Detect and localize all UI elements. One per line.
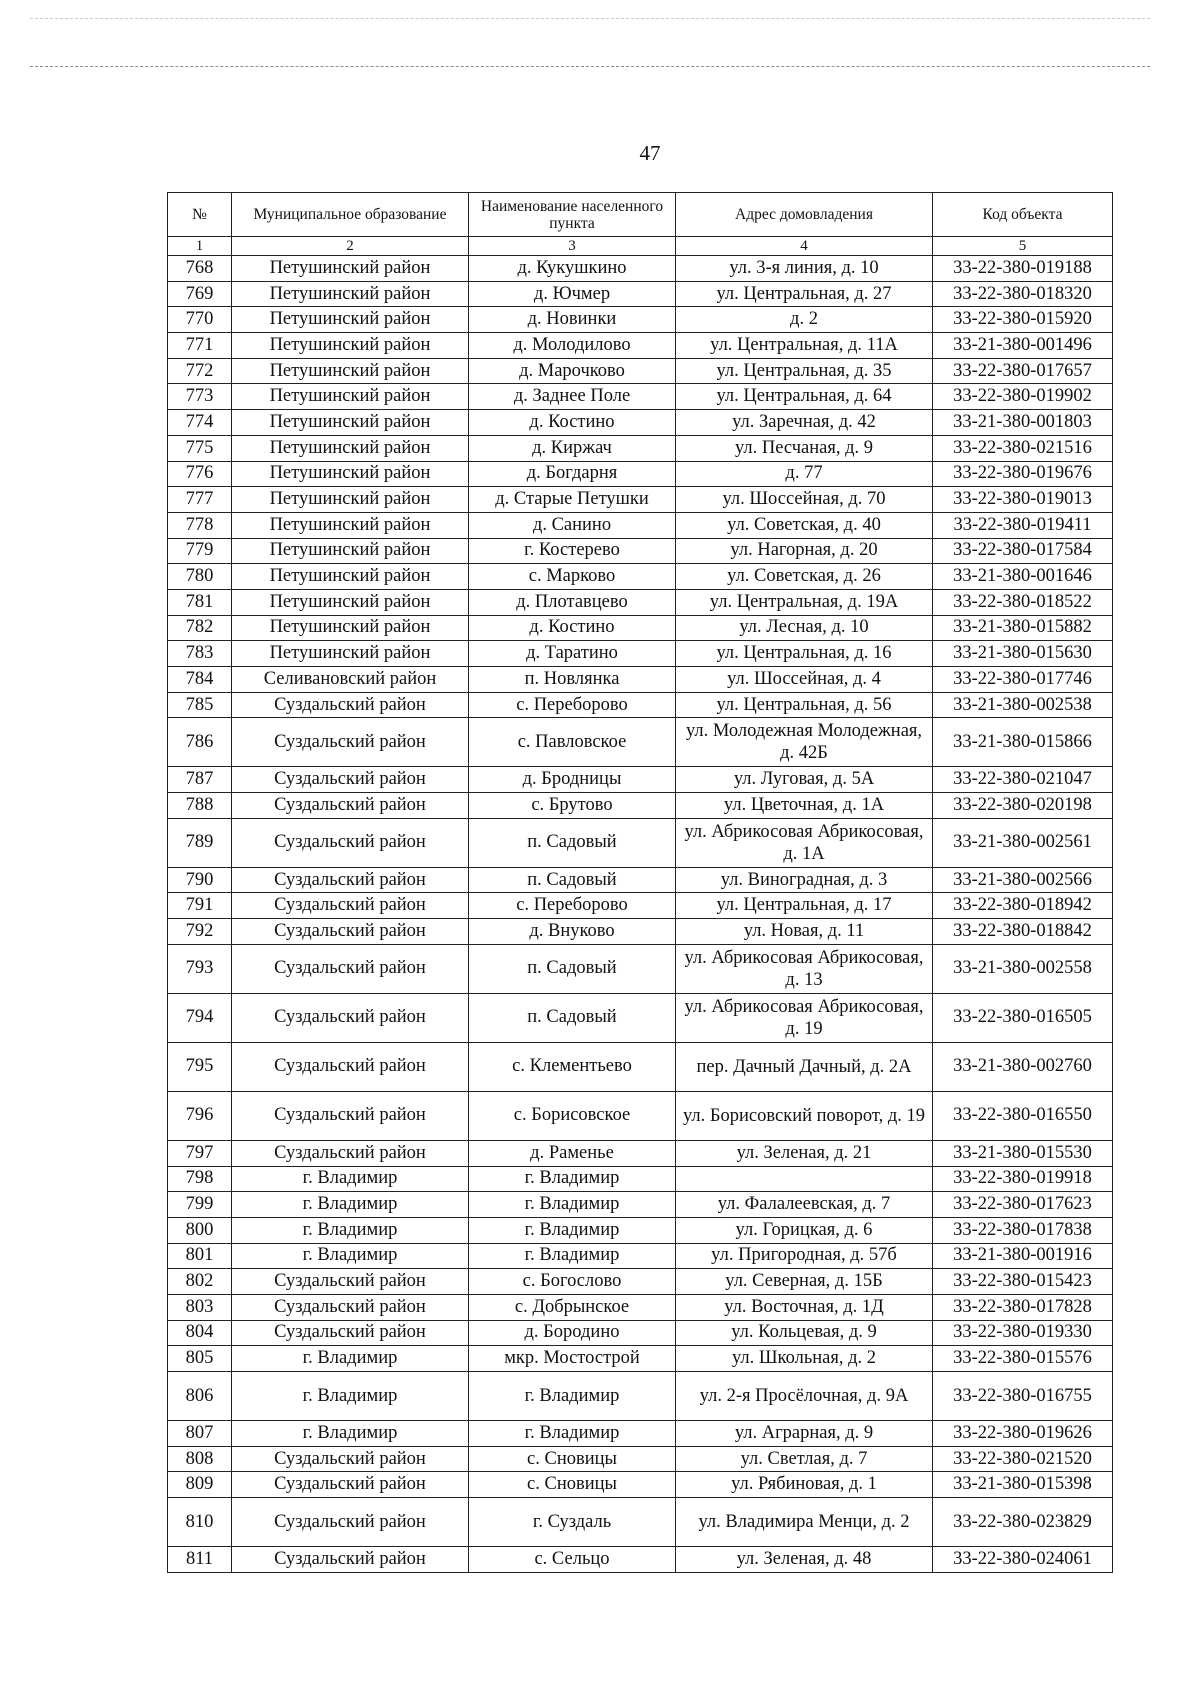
row-number: 791 [168,893,232,919]
object-code-cell: 33-22-380-017838 [933,1217,1113,1243]
address-cell: ул. 2-я Просёлочная, д. 9А [676,1372,933,1421]
object-code-cell: 33-21-380-002760 [933,1042,1113,1091]
table-row [168,487,1113,513]
row-number: 811 [168,1547,232,1573]
table-row [168,1042,1113,1091]
row-number: 786 [168,718,232,767]
address-cell: ул. Центральная, д. 17 [676,893,933,919]
settlement-cell: п. Садовый [469,867,676,893]
municipality-cell: Суздальский район [232,919,469,945]
row-number: 780 [168,564,232,590]
municipality-cell: Суздальский район [232,718,469,767]
municipality-cell: г. Владимир [232,1217,469,1243]
row-number: 768 [168,256,232,282]
municipality-cell: Петушинский район [232,487,469,513]
object-code-cell: 33-22-380-018842 [933,919,1113,945]
table-row [168,1192,1113,1218]
column-number-row [168,237,1113,256]
object-code-cell: 33-21-380-002538 [933,692,1113,718]
address-cell: ул. Восточная, д. 1Д [676,1294,933,1320]
table-row [168,818,1113,867]
row-number: 782 [168,615,232,641]
address-cell: ул. Заречная, д. 42 [676,410,933,436]
row-number: 783 [168,641,232,667]
column-number: 2 [232,237,469,256]
row-number: 779 [168,538,232,564]
address-cell: ул. Борисовский поворот, д. 19 [676,1091,933,1140]
row-number: 781 [168,589,232,615]
row-number: 775 [168,435,232,461]
object-code-cell: 33-21-380-002561 [933,818,1113,867]
municipality-cell: Петушинский район [232,256,469,282]
municipality-cell: Петушинский район [232,589,469,615]
table-row [168,893,1113,919]
row-number: 773 [168,384,232,410]
row-number: 807 [168,1421,232,1447]
settlement-cell: д. Костино [469,615,676,641]
settlement-cell: д. Таратино [469,641,676,667]
settlement-cell: д. Марочково [469,358,676,384]
row-number: 806 [168,1372,232,1421]
object-code-cell: 33-21-380-015398 [933,1472,1113,1498]
row-number: 778 [168,512,232,538]
settlement-cell: д. Кукушкино [469,256,676,282]
address-cell: д. 77 [676,461,933,487]
municipality-cell: Петушинский район [232,435,469,461]
row-number: 805 [168,1346,232,1372]
settlement-cell: д. Бродницы [469,767,676,793]
table-row [168,1547,1113,1573]
municipality-cell: Суздальский район [232,1547,469,1573]
municipality-cell: г. Владимир [232,1192,469,1218]
row-number: 787 [168,767,232,793]
scan-artifact-line [30,18,1150,19]
municipality-cell: Суздальский район [232,1294,469,1320]
row-number: 800 [168,1217,232,1243]
settlement-cell: д. Плотавцево [469,589,676,615]
address-cell: ул. Центральная, д. 19А [676,589,933,615]
settlement-cell: д. Ючмер [469,281,676,307]
object-code-cell: 33-22-380-023829 [933,1498,1113,1547]
settlement-cell: д. Молодилово [469,333,676,359]
row-number: 788 [168,793,232,819]
municipality-cell: Селивановский район [232,667,469,693]
table-row [168,1166,1113,1192]
address-cell: ул. Абрикосовая Абрикосовая, д. 13 [676,944,933,993]
municipality-cell: Суздальский район [232,1091,469,1140]
object-code-cell: 33-22-380-019626 [933,1421,1113,1447]
row-number: 776 [168,461,232,487]
row-number: 798 [168,1166,232,1192]
settlement-cell: д. Внуково [469,919,676,945]
settlement-cell: д. Старые Петушки [469,487,676,513]
municipality-cell: Петушинский район [232,410,469,436]
settlement-cell: г. Костерево [469,538,676,564]
row-number: 794 [168,993,232,1042]
page-number: 47 [639,141,661,165]
address-cell: ул. Абрикосовая Абрикосовая, д. 19 [676,993,933,1042]
address-cell: ул. Центральная, д. 64 [676,384,933,410]
object-code-cell: 33-22-380-017584 [933,538,1113,564]
municipality-cell: Суздальский район [232,692,469,718]
address-cell: ул. Абрикосовая Абрикосовая, д. 1А [676,818,933,867]
address-cell: ул. Нагорная, д. 20 [676,538,933,564]
row-number: 792 [168,919,232,945]
address-cell: ул. Новая, д. 11 [676,919,933,945]
object-code-cell: 33-22-380-017828 [933,1294,1113,1320]
settlement-cell: г. Владимир [469,1421,676,1447]
table-row [168,615,1113,641]
address-cell: д. 2 [676,307,933,333]
address-cell: ул. Пригородная, д. 57б [676,1243,933,1269]
column-number: 4 [676,237,933,256]
municipality-cell: Петушинский район [232,384,469,410]
object-code-cell: 33-22-380-018320 [933,281,1113,307]
settlement-cell: с. Борисовское [469,1091,676,1140]
object-code-cell: 33-21-380-015882 [933,615,1113,641]
object-code-cell: 33-21-380-001646 [933,564,1113,590]
municipality-cell: Суздальский район [232,767,469,793]
settlement-cell: д. Раменье [469,1140,676,1166]
object-code-cell: 33-21-380-001916 [933,1243,1113,1269]
row-number: 777 [168,487,232,513]
object-code-cell: 33-21-380-001496 [933,333,1113,359]
settlement-cell: с. Добрынское [469,1294,676,1320]
row-number: 804 [168,1320,232,1346]
municipality-cell: г. Владимир [232,1421,469,1447]
municipality-cell: Петушинский район [232,564,469,590]
column-number: 3 [469,237,676,256]
row-number: 799 [168,1192,232,1218]
table-row [168,333,1113,359]
scan-artifact-line [30,66,1150,67]
address-cell: ул. 3-я линия, д. 10 [676,256,933,282]
settlement-cell: с. Марково [469,564,676,590]
table-row [168,1140,1113,1166]
table-row [168,641,1113,667]
municipality-cell: Петушинский район [232,641,469,667]
table-row [168,410,1113,436]
table-row [168,307,1113,333]
settlement-cell: д. Богдарня [469,461,676,487]
municipality-cell: г. Владимир [232,1243,469,1269]
address-cell: ул. Центральная, д. 11А [676,333,933,359]
municipality-cell: Петушинский район [232,333,469,359]
address-cell: ул. Кольцевая, д. 9 [676,1320,933,1346]
address-cell: ул. Владимира Менци, д. 2 [676,1498,933,1547]
object-code-cell: 33-22-380-019188 [933,256,1113,282]
settlement-cell: п. Садовый [469,993,676,1042]
table-row [168,1217,1113,1243]
table-row [168,1243,1113,1269]
header-municipality: Муниципальное образование [232,193,469,237]
object-code-cell: 33-21-380-002566 [933,867,1113,893]
table-row [168,1320,1113,1346]
municipality-cell: Суздальский район [232,1320,469,1346]
address-cell: ул. Светлая, д. 7 [676,1446,933,1472]
municipality-cell: Суздальский район [232,1140,469,1166]
row-number: 774 [168,410,232,436]
object-code-cell: 33-22-380-018942 [933,893,1113,919]
row-number: 802 [168,1269,232,1295]
table-row [168,793,1113,819]
municipality-cell: Суздальский район [232,1269,469,1295]
settlement-cell: г. Суздаль [469,1498,676,1547]
table-row [168,993,1113,1042]
row-number: 771 [168,333,232,359]
address-cell [676,1166,933,1192]
settlement-cell: с. Переборово [469,893,676,919]
table-row [168,1472,1113,1498]
table-row [168,589,1113,615]
row-number: 789 [168,818,232,867]
object-code-cell: 33-22-380-021047 [933,767,1113,793]
settlement-cell: с. Переборово [469,692,676,718]
table-row [168,538,1113,564]
object-code-cell: 33-22-380-018522 [933,589,1113,615]
address-cell: ул. Школьная, д. 2 [676,1346,933,1372]
address-cell: ул. Шоссейная, д. 70 [676,487,933,513]
municipality-cell: Петушинский район [232,358,469,384]
address-cell: ул. Луговая, д. 5А [676,767,933,793]
table-row [168,281,1113,307]
table-row [168,1498,1113,1547]
address-cell: ул. Центральная, д. 56 [676,692,933,718]
address-cell: ул. Шоссейная, д. 4 [676,667,933,693]
municipality-cell: Суздальский район [232,993,469,1042]
municipality-cell: Петушинский район [232,615,469,641]
municipality-cell: Петушинский район [232,512,469,538]
object-code-cell: 33-22-380-021520 [933,1446,1113,1472]
row-number: 797 [168,1140,232,1166]
municipality-cell: Суздальский район [232,818,469,867]
row-number: 808 [168,1446,232,1472]
row-number: 810 [168,1498,232,1547]
address-cell: ул. Центральная, д. 16 [676,641,933,667]
table-row [168,384,1113,410]
table-row [168,767,1113,793]
table-row [168,256,1113,282]
row-number: 770 [168,307,232,333]
settlement-cell: д. Новинки [469,307,676,333]
settlement-cell: с. Брутово [469,793,676,819]
address-cell: ул. Северная, д. 15Б [676,1269,933,1295]
settlement-cell: д. Костино [469,410,676,436]
row-number: 790 [168,867,232,893]
object-code-cell: 33-22-380-017657 [933,358,1113,384]
settlement-cell: г. Владимир [469,1192,676,1218]
row-number: 801 [168,1243,232,1269]
object-code-cell: 33-22-380-019411 [933,512,1113,538]
address-cell: ул. Центральная, д. 27 [676,281,933,307]
settlement-cell: г. Владимир [469,1372,676,1421]
object-code-cell: 33-22-380-019902 [933,384,1113,410]
object-code-cell: 33-22-380-024061 [933,1547,1113,1573]
object-code-cell: 33-22-380-016755 [933,1372,1113,1421]
row-number: 803 [168,1294,232,1320]
municipality-cell: Петушинский район [232,307,469,333]
address-cell: пер. Дачный Дачный, д. 2А [676,1042,933,1091]
header-address: Адрес домовладения [676,193,933,237]
municipality-cell: Петушинский район [232,538,469,564]
table-row [168,1446,1113,1472]
object-code-cell: 33-22-380-019918 [933,1166,1113,1192]
settlement-cell: с. Сельцо [469,1547,676,1573]
table-body [168,256,1113,1573]
settlement-cell: г. Владимир [469,1217,676,1243]
address-cell: ул. Центральная, д. 35 [676,358,933,384]
object-code-cell: 33-21-380-015630 [933,641,1113,667]
row-number: 785 [168,692,232,718]
table-row [168,564,1113,590]
table-row [168,512,1113,538]
municipality-cell: г. Владимир [232,1372,469,1421]
settlement-cell: д. Бородино [469,1320,676,1346]
settlement-cell: с. Сновицы [469,1472,676,1498]
object-code-cell: 33-22-380-016505 [933,993,1113,1042]
address-cell: ул. Виноградная, д. 3 [676,867,933,893]
settlement-cell: д. Киржач [469,435,676,461]
table-row [168,461,1113,487]
municipality-cell: Суздальский район [232,1498,469,1547]
row-number: 796 [168,1091,232,1140]
settlement-cell: с. Клементьево [469,1042,676,1091]
table-row [168,358,1113,384]
address-cell: ул. Аграрная, д. 9 [676,1421,933,1447]
row-number: 793 [168,944,232,993]
object-code-cell: 33-22-380-017623 [933,1192,1113,1218]
row-number: 769 [168,281,232,307]
address-cell: ул. Цветочная, д. 1А [676,793,933,819]
object-code-cell: 33-22-380-019676 [933,461,1113,487]
object-code-cell: 33-21-380-002558 [933,944,1113,993]
row-number: 772 [168,358,232,384]
row-number: 809 [168,1472,232,1498]
table-row [168,435,1113,461]
address-cell: ул. Лесная, д. 10 [676,615,933,641]
header-row [168,193,1113,237]
settlement-cell: с. Павловское [469,718,676,767]
municipality-cell: Суздальский район [232,1042,469,1091]
object-code-cell: 33-22-380-019330 [933,1320,1113,1346]
table-row [168,692,1113,718]
table-row [168,867,1113,893]
object-code-cell: 33-21-380-001803 [933,410,1113,436]
address-cell: ул. Рябиновая, д. 1 [676,1472,933,1498]
settlement-cell: мкр. Мостострой [469,1346,676,1372]
object-code-cell: 33-22-380-015576 [933,1346,1113,1372]
settlement-cell: п. Садовый [469,944,676,993]
address-cell: ул. Молодежная Молодежная, д. 42Б [676,718,933,767]
municipality-cell: Суздальский район [232,867,469,893]
municipality-cell: г. Владимир [232,1166,469,1192]
column-number: 1 [168,237,232,256]
municipality-cell: Суздальский район [232,893,469,919]
header-object-code: Код объекта [933,193,1113,237]
object-code-cell: 33-22-380-016550 [933,1091,1113,1140]
municipality-cell: Суздальский район [232,944,469,993]
column-number: 5 [933,237,1113,256]
municipality-cell: Суздальский район [232,793,469,819]
address-cell: ул. Зеленая, д. 21 [676,1140,933,1166]
address-cell: ул. Песчаная, д. 9 [676,435,933,461]
settlement-cell: д. Заднее Поле [469,384,676,410]
object-code-cell: 33-22-380-017746 [933,667,1113,693]
table-row [168,944,1113,993]
settlement-cell: п. Новлянка [469,667,676,693]
row-number: 795 [168,1042,232,1091]
municipality-cell: Суздальский район [232,1472,469,1498]
settlement-cell: с. Богослово [469,1269,676,1295]
row-number: 784 [168,667,232,693]
municipality-cell: Суздальский район [232,1446,469,1472]
object-code-cell: 33-21-380-015530 [933,1140,1113,1166]
object-code-cell: 33-21-380-015866 [933,718,1113,767]
object-code-cell: 33-22-380-015423 [933,1269,1113,1295]
address-cell: ул. Советская, д. 26 [676,564,933,590]
address-cell: ул. Советская, д. 40 [676,512,933,538]
table-row [168,1294,1113,1320]
table-row [168,1346,1113,1372]
address-cell: ул. Фалалеевская, д. 7 [676,1192,933,1218]
table-row [168,1269,1113,1295]
table-row [168,667,1113,693]
table-row [168,718,1113,767]
settlement-cell: г. Владимир [469,1166,676,1192]
settlement-cell: п. Садовый [469,818,676,867]
object-code-cell: 33-22-380-021516 [933,435,1113,461]
table-row [168,919,1113,945]
object-code-cell: 33-22-380-019013 [933,487,1113,513]
registry-table [167,192,1113,1573]
object-code-cell: 33-22-380-015920 [933,307,1113,333]
address-cell: ул. Горицкая, д. 6 [676,1217,933,1243]
table-row [168,1421,1113,1447]
municipality-cell: Петушинский район [232,281,469,307]
municipality-cell: Петушинский район [232,461,469,487]
settlement-cell: с. Сновицы [469,1446,676,1472]
address-cell: ул. Зеленая, д. 48 [676,1547,933,1573]
table-row [168,1372,1113,1421]
municipality-cell: г. Владимир [232,1346,469,1372]
object-code-cell: 33-22-380-020198 [933,793,1113,819]
header-number: № [168,193,232,237]
header-settlement: Наименование населенного пункта [469,193,676,237]
settlement-cell: г. Владимир [469,1243,676,1269]
table-row [168,1091,1113,1140]
settlement-cell: д. Санино [469,512,676,538]
